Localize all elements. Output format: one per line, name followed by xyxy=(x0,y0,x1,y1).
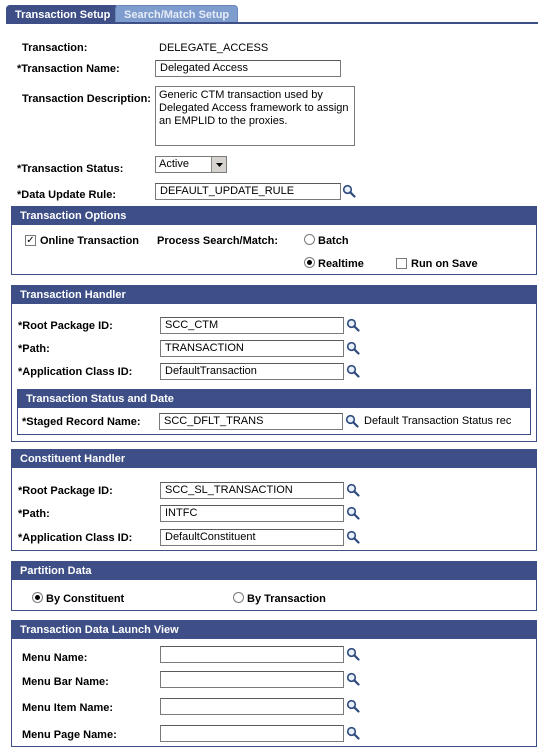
lookup-constituent-root-icon[interactable] xyxy=(346,483,360,497)
lookup-staged-record-icon[interactable] xyxy=(345,414,359,428)
transaction-options-section xyxy=(11,206,537,275)
lookup-rule-icon[interactable] xyxy=(342,184,356,198)
transaction-status-date-header: Transaction Status and Date xyxy=(18,390,530,408)
transaction-name-label: *Transaction Name: xyxy=(17,63,120,75)
realtime-radio[interactable] xyxy=(304,257,315,268)
partition-data-section xyxy=(11,561,537,611)
staged-record-label: *Staged Record Name: xyxy=(22,416,141,428)
root-package-field[interactable]: SCC_CTM xyxy=(160,317,344,334)
transaction-value: DELEGATE_ACCESS xyxy=(159,42,269,54)
partition-data-header: Partition Data xyxy=(12,562,536,580)
tab-transaction-setup[interactable]: Transaction Setup xyxy=(6,5,119,23)
constituent-application-class-label: *Application Class ID: xyxy=(18,532,133,544)
by-constituent-label: By Constituent xyxy=(46,593,125,605)
lookup-constituent-path-icon[interactable] xyxy=(346,506,360,520)
chevron-down-icon[interactable] xyxy=(211,157,226,172)
by-constituent-radio[interactable] xyxy=(32,592,43,603)
by-transaction-label: By Transaction xyxy=(247,593,326,605)
online-transaction-label: Online Transaction xyxy=(40,235,140,247)
staged-record-field[interactable]: SCC_DFLT_TRANS xyxy=(159,413,343,430)
staged-record-description: Default Transaction Status rec xyxy=(364,415,512,427)
transaction-status-label: *Transaction Status: xyxy=(17,163,124,175)
path-label: *Path: xyxy=(18,343,50,355)
constituent-root-package-label: *Root Package ID: xyxy=(18,485,113,497)
lookup-menu-page-icon[interactable] xyxy=(346,726,360,740)
constituent-path-field[interactable]: INTFC xyxy=(160,505,344,522)
run-on-save-label: Run on Save xyxy=(411,258,478,270)
data-update-rule-label: *Data Update Rule: xyxy=(17,189,117,201)
application-class-field[interactable]: DefaultTransaction xyxy=(160,363,344,380)
constituent-application-class-field[interactable]: DefaultConstituent xyxy=(160,529,344,546)
transaction-options-header: Transaction Options xyxy=(12,207,536,225)
menu-item-label: Menu Item Name: xyxy=(22,702,114,714)
online-transaction-checkbox[interactable]: ✓ xyxy=(26,235,35,246)
lookup-path-icon[interactable] xyxy=(346,341,360,355)
transaction-handler-section xyxy=(11,285,537,442)
tab-search-match-setup[interactable]: Search/Match Setup xyxy=(115,5,238,23)
constituent-handler-section xyxy=(11,449,537,551)
transaction-description-label: Transaction Description: xyxy=(22,93,151,105)
transaction-description-field[interactable]: Generic CTM transaction used by Delegated Access framework to assign an EMPLID to the proxies. xyxy=(155,86,355,146)
transaction-status-value: Active xyxy=(159,158,189,170)
batch-label: Batch xyxy=(318,235,349,247)
lookup-menu-item-icon[interactable] xyxy=(346,699,360,713)
tab-underline xyxy=(6,22,538,24)
lookup-root-package-icon[interactable] xyxy=(346,318,360,332)
launch-view-header: Transaction Data Launch View xyxy=(12,621,536,639)
transaction-status-date-section xyxy=(17,389,531,435)
constituent-handler-header: Constituent Handler xyxy=(12,450,536,468)
lookup-menu-bar-icon[interactable] xyxy=(346,672,360,686)
run-on-save-checkbox[interactable] xyxy=(396,258,407,269)
menu-page-field[interactable] xyxy=(160,725,344,742)
constituent-path-label: *Path: xyxy=(18,508,50,520)
data-update-rule-field[interactable]: DEFAULT_UPDATE_RULE xyxy=(155,183,341,200)
menu-page-label: Menu Page Name: xyxy=(22,729,117,741)
root-package-label: *Root Package ID: xyxy=(18,320,113,332)
menu-name-field[interactable] xyxy=(160,646,344,663)
realtime-label: Realtime xyxy=(318,258,364,270)
constituent-root-package-field[interactable]: SCC_SL_TRANSACTION xyxy=(160,482,344,499)
menu-name-label: Menu Name: xyxy=(22,652,88,664)
transaction-name-field[interactable]: Delegated Access xyxy=(155,60,341,77)
path-field[interactable]: TRANSACTION xyxy=(160,340,344,357)
by-transaction-radio[interactable] xyxy=(233,592,244,603)
menu-item-field[interactable] xyxy=(160,698,344,715)
batch-radio[interactable] xyxy=(304,234,315,245)
lookup-menu-name-icon[interactable] xyxy=(346,647,360,661)
lookup-application-class-icon[interactable] xyxy=(346,364,360,378)
process-search-match-label: Process Search/Match: xyxy=(157,235,279,247)
transaction-status-select[interactable] xyxy=(155,156,227,173)
launch-view-section xyxy=(11,620,537,747)
lookup-constituent-class-icon[interactable] xyxy=(346,530,360,544)
menu-bar-field[interactable] xyxy=(160,671,344,688)
menu-bar-label: Menu Bar Name: xyxy=(22,676,109,688)
transaction-label: Transaction: xyxy=(22,42,88,54)
application-class-label: *Application Class ID: xyxy=(18,366,133,378)
transaction-handler-header: Transaction Handler xyxy=(12,286,536,304)
